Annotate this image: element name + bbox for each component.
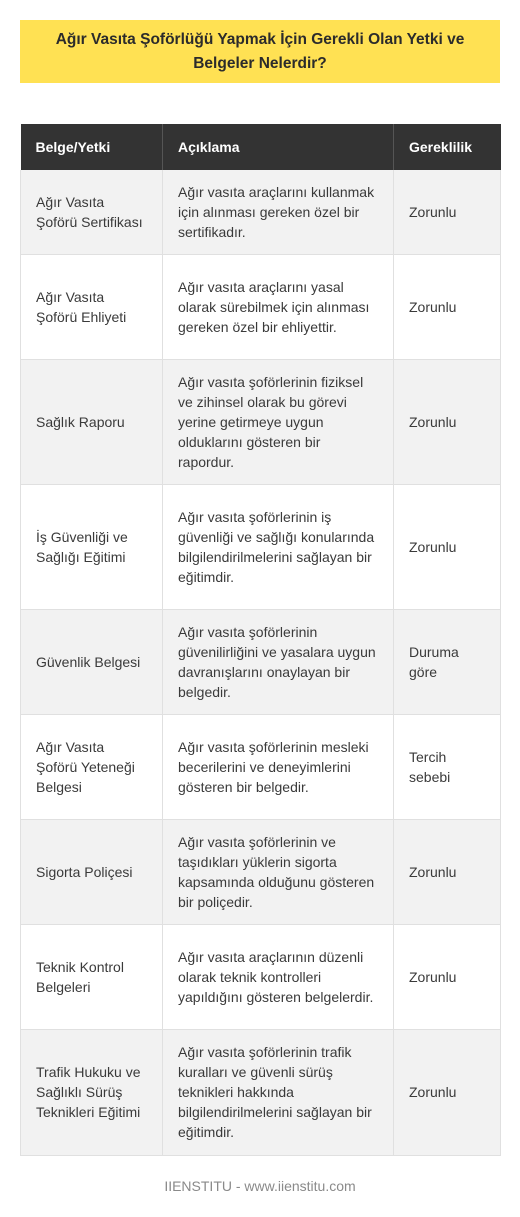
cell-document: Ağır Vasıta Şoförü Ehliyeti <box>21 254 163 359</box>
cell-description: Ağır vasıta şoförlerinin iş güvenliği ve sağlığı konularında bilgilendirilmelerini sağlayan bir eğitimdir. <box>163 484 394 609</box>
cell-requirement: Zorunlu <box>394 924 501 1029</box>
cell-description: Ağır vasıta şoförlerinin fiziksel ve zihinsel olarak bu görevi yerine getirmeye uygun olduklarını gösteren bir rapordur. <box>163 359 394 484</box>
cell-requirement: Zorunlu <box>394 254 501 359</box>
cell-document: Güvenlik Belgesi <box>21 609 163 714</box>
cell-document: Teknik Kontrol Belgeleri <box>21 924 163 1029</box>
requirements-table-container <box>20 124 500 1156</box>
table-header <box>21 124 501 170</box>
cell-description: Ağır vasıta şoförlerinin mesleki becerilerini ve deneyimlerini gösteren bir belgedir. <box>163 714 394 819</box>
table-row <box>21 359 501 484</box>
table-row <box>21 1029 501 1155</box>
cell-requirement: Tercih sebebi <box>394 714 501 819</box>
cell-requirement: Zorunlu <box>394 1029 501 1155</box>
table-row <box>21 170 501 254</box>
table-row <box>21 714 501 819</box>
cell-document: İş Güvenliği ve Sağlığı Eğitimi <box>21 484 163 609</box>
cell-document: Ağır Vasıta Şoförü Sertifikası <box>21 170 163 254</box>
table-row <box>21 924 501 1029</box>
table-row <box>21 254 501 359</box>
header-requirement: Gereklilik <box>394 124 501 170</box>
requirements-table <box>20 124 501 1156</box>
cell-requirement: Zorunlu <box>394 359 501 484</box>
header-document: Belge/Yetki <box>21 124 163 170</box>
title-banner <box>20 20 500 83</box>
table-header-row <box>21 124 501 170</box>
cell-description: Ağır vasıta araçlarını yasal olarak sürebilmek için alınması gereken özel bir ehliyettir. <box>163 254 394 359</box>
footer-credit: IIENSTITU - www.iienstitu.com <box>164 1178 356 1194</box>
cell-description: Ağır vasıta araçlarının düzenli olarak teknik kontrolleri yapıldığını gösteren belgelerdir. <box>163 924 394 1029</box>
cell-document: Trafik Hukuku ve Sağlıklı Sürüş Teknikleri Eğitimi <box>21 1029 163 1155</box>
cell-requirement: Zorunlu <box>394 819 501 924</box>
cell-description: Ağır vasıta şoförlerinin trafik kuralları ve güvenli sürüş teknikleri hakkında bilgilendirilmelerini sağlayan bir eğitimdir. <box>163 1029 394 1155</box>
table-row <box>21 819 501 924</box>
cell-requirement: Zorunlu <box>394 484 501 609</box>
cell-description: Ağır vasıta araçlarını kullanmak için alınması gereken özel bir sertifikadır. <box>163 170 394 254</box>
cell-document: Sağlık Raporu <box>21 359 163 484</box>
table-row <box>21 484 501 609</box>
cell-description: Ağır vasıta şoförlerinin ve taşıdıkları yüklerin sigorta kapsamında olduğunu gösteren bir poliçedir. <box>163 819 394 924</box>
cell-document: Ağır Vasıta Şoförü Yeteneği Belgesi <box>21 714 163 819</box>
cell-document: Sigorta Poliçesi <box>21 819 163 924</box>
cell-requirement: Duruma göre <box>394 609 501 714</box>
cell-requirement: Zorunlu <box>394 170 501 254</box>
table-body <box>21 170 501 1155</box>
page-title: Ağır Vasıta Şoförlüğü Yapmak İçin Gerekli Olan Yetki ve Belgeler Nelerdir? <box>55 30 465 72</box>
header-description: Açıklama <box>163 124 394 170</box>
table-row <box>21 609 501 714</box>
cell-description: Ağır vasıta şoförlerinin güvenilirliğini ve yasalara uygun davranışlarını onaylayan bir belgedir. <box>163 609 394 714</box>
